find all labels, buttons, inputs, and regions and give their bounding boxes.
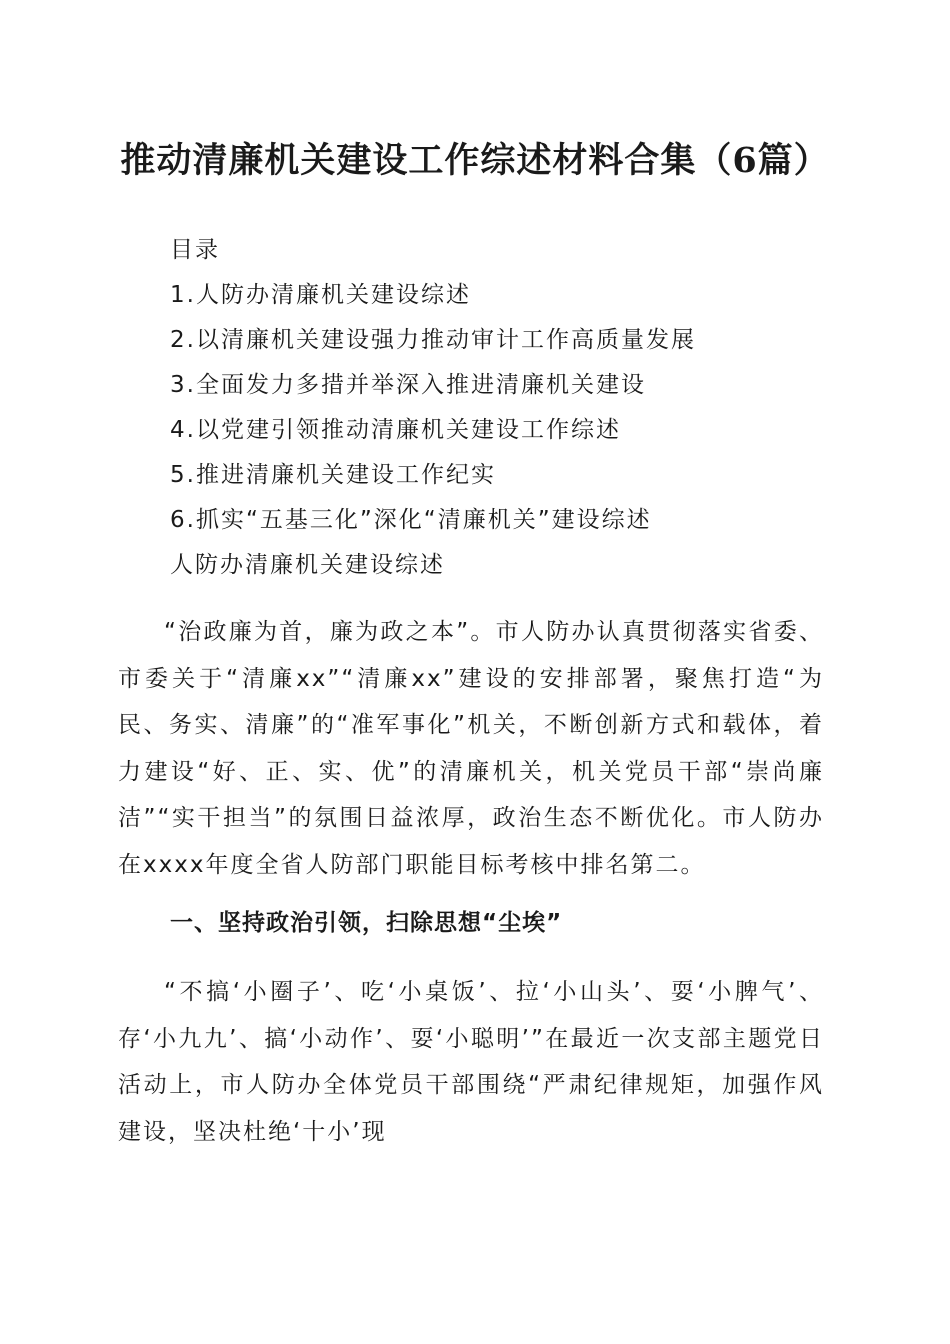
toc-item: 6.抓实“五基三化”深化“清廉机关”建设综述 <box>170 507 652 533</box>
toc-heading: 目录 <box>170 237 220 263</box>
article-title: 人防办清廉机关建设综述 <box>170 552 445 578</box>
toc-item: 4.以党建引领推动清廉机关建设工作综述 <box>170 417 621 443</box>
body-paragraph: “治政廉为首，廉为政之本”。市人防办认真贯彻落实省委、市委关于“清廉xx”“清廉xx”建设的安排部署，聚焦打造“为民、务实、清廉”的“准军事化”机关，不断创新方式和载体，着力建设“好、正、实、优”的清廉机关，机关党员干部“崇尚廉洁”“实干担当”的氛围日益浓厚，政治生态不断优化。市人防办在xxxx年度全省人防部门职能目标考核中排名第二。 <box>118 619 824 878</box>
body-paragraph: “不搞‘小圈子’、吃‘小桌饭’、拉‘小山头’、耍‘小脾气’、存‘小九九’、搞‘小动作’、耍‘小聪明’”在最近一次支部主题党日活动上，市人防办全体党员干部围绕“严肃纪律规矩，加强作风建设，坚决杜绝‘十小’现 <box>118 979 824 1145</box>
document-title: 推动清廉机关建设工作综述材料合集（6篇） <box>120 140 830 181</box>
table-of-contents <box>170 228 850 588</box>
toc-item: 2.以清廉机关建设强力推动审计工作高质量发展 <box>170 327 696 353</box>
toc-item: 1.人防办清廉机关建设综述 <box>170 282 471 308</box>
toc-item: 3.全面发力多措并举深入推进清廉机关建设 <box>170 372 646 398</box>
toc-item: 5.推进清廉机关建设工作纪实 <box>170 462 496 488</box>
section-heading: 一、坚持政治引领，扫除思想“尘埃” <box>170 910 563 936</box>
